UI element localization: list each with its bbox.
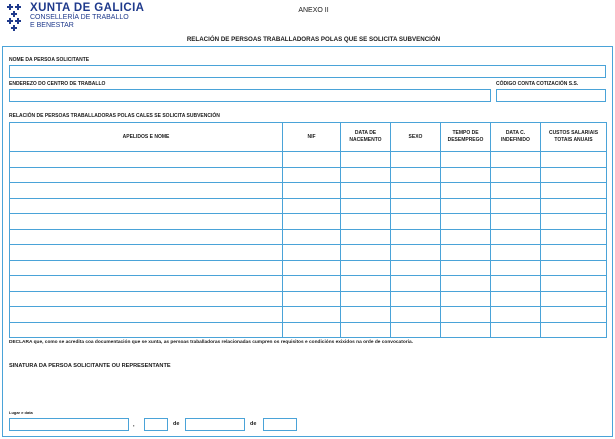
year-field[interactable] xyxy=(263,418,297,431)
cell-sex[interactable] xyxy=(391,183,441,199)
cell-surnames-name[interactable] xyxy=(10,307,283,323)
cell-sex[interactable] xyxy=(391,307,441,323)
de-separator-2: de xyxy=(250,421,257,427)
cell-birth-date[interactable] xyxy=(341,322,391,338)
cell-birth-date[interactable] xyxy=(341,276,391,292)
cell-nif[interactable] xyxy=(283,260,341,276)
de-separator-1: de xyxy=(173,421,180,427)
cell-birth-date[interactable] xyxy=(341,307,391,323)
department-line-1: CONSELLERÍA DE TRABALLO xyxy=(30,14,129,21)
cell-annual-salary-costs[interactable] xyxy=(541,152,607,168)
place-date-label: Lugar e data xyxy=(9,410,33,415)
cell-unemployment-time[interactable] xyxy=(441,276,491,292)
cell-birth-date[interactable] xyxy=(341,260,391,276)
col-birth-date: DATA DE NACEMENTO xyxy=(341,123,391,152)
cell-annual-salary-costs[interactable] xyxy=(541,276,607,292)
applicant-name-field[interactable] xyxy=(9,65,606,78)
cell-nif[interactable] xyxy=(283,229,341,245)
cell-sex[interactable] xyxy=(391,167,441,183)
cell-sex[interactable] xyxy=(391,214,441,230)
table-row xyxy=(10,291,607,307)
day-field[interactable] xyxy=(144,418,168,431)
table-row xyxy=(10,307,607,323)
cell-indefinite-contract-date[interactable] xyxy=(491,245,541,261)
cell-unemployment-time[interactable] xyxy=(441,214,491,230)
cell-surnames-name[interactable] xyxy=(10,183,283,199)
col-unemployment-time: TEMPO DE DESEMPREGO xyxy=(441,123,491,152)
cell-sex[interactable] xyxy=(391,245,441,261)
col-sex: SEXO xyxy=(391,123,441,152)
table-row xyxy=(10,276,607,292)
cell-nif[interactable] xyxy=(283,198,341,214)
cell-surnames-name[interactable] xyxy=(10,276,283,292)
cell-unemployment-time[interactable] xyxy=(441,198,491,214)
cell-indefinite-contract-date[interactable] xyxy=(491,276,541,292)
cell-nif[interactable] xyxy=(283,307,341,323)
cell-annual-salary-costs[interactable] xyxy=(541,260,607,276)
cell-indefinite-contract-date[interactable] xyxy=(491,229,541,245)
cell-indefinite-contract-date[interactable] xyxy=(491,307,541,323)
cell-annual-salary-costs[interactable] xyxy=(541,229,607,245)
cell-unemployment-time[interactable] xyxy=(441,322,491,338)
cell-sex[interactable] xyxy=(391,322,441,338)
workers-table xyxy=(9,122,607,338)
cell-unemployment-time[interactable] xyxy=(441,152,491,168)
table-row xyxy=(10,322,607,338)
col-indefinite-contract-date: DATA C. INDEFINIDO xyxy=(491,123,541,152)
cell-sex[interactable] xyxy=(391,198,441,214)
work-address-field[interactable] xyxy=(9,89,491,102)
comma-separator: , xyxy=(133,422,135,428)
cell-unemployment-time[interactable] xyxy=(441,167,491,183)
place-field[interactable] xyxy=(9,418,129,431)
cell-sex[interactable] xyxy=(391,229,441,245)
cell-indefinite-contract-date[interactable] xyxy=(491,260,541,276)
cell-unemployment-time[interactable] xyxy=(441,307,491,323)
cell-annual-salary-costs[interactable] xyxy=(541,167,607,183)
cell-nif[interactable] xyxy=(283,245,341,261)
cell-unemployment-time[interactable] xyxy=(441,245,491,261)
cell-birth-date[interactable] xyxy=(341,214,391,230)
cell-nif[interactable] xyxy=(283,214,341,230)
cell-nif[interactable] xyxy=(283,276,341,292)
cell-unemployment-time[interactable] xyxy=(441,260,491,276)
cell-unemployment-time[interactable] xyxy=(441,183,491,199)
cell-surnames-name[interactable] xyxy=(10,198,283,214)
cell-surnames-name[interactable] xyxy=(10,322,283,338)
cell-sex[interactable] xyxy=(391,260,441,276)
month-field[interactable] xyxy=(185,418,245,431)
table-row xyxy=(10,260,607,276)
cell-indefinite-contract-date[interactable] xyxy=(491,183,541,199)
cell-birth-date[interactable] xyxy=(341,245,391,261)
cell-annual-salary-costs[interactable] xyxy=(541,198,607,214)
applicant-name-label: NOME DA PERSOA SOLICITANTE xyxy=(9,57,90,63)
cell-nif[interactable] xyxy=(283,322,341,338)
cell-sex[interactable] xyxy=(391,291,441,307)
ss-code-label: CÓDIGO CONTA COTIZACIÓN S.S. xyxy=(496,81,579,87)
col-surnames-name: APELIDOS E NOME xyxy=(10,123,283,152)
cell-annual-salary-costs[interactable] xyxy=(541,291,607,307)
declaration-text: DECLARA que, como se acredita coa documentación que se xunta, as persoas traballadoras relacionadas cumpren os requisitos e condicións exixidos na orde de convocatoria. xyxy=(9,340,413,345)
table-row xyxy=(10,245,607,261)
cell-surnames-name[interactable] xyxy=(10,291,283,307)
col-nif: NIF xyxy=(283,123,341,152)
cell-unemployment-time[interactable] xyxy=(441,229,491,245)
cell-indefinite-contract-date[interactable] xyxy=(491,214,541,230)
cell-surnames-name[interactable] xyxy=(10,214,283,230)
cell-nif[interactable] xyxy=(283,152,341,168)
cell-nif[interactable] xyxy=(283,183,341,199)
table-row xyxy=(10,214,607,230)
cell-indefinite-contract-date[interactable] xyxy=(491,291,541,307)
cell-unemployment-time[interactable] xyxy=(441,291,491,307)
cell-indefinite-contract-date[interactable] xyxy=(491,152,541,168)
cell-birth-date[interactable] xyxy=(341,198,391,214)
cell-annual-salary-costs[interactable] xyxy=(541,322,607,338)
cell-birth-date[interactable] xyxy=(341,167,391,183)
cell-birth-date[interactable] xyxy=(341,291,391,307)
cell-indefinite-contract-date[interactable] xyxy=(491,167,541,183)
table-header-row xyxy=(10,123,607,152)
cell-annual-salary-costs[interactable] xyxy=(541,307,607,323)
work-address-label: ENDEREZO DO CENTRO DE TRABALLO xyxy=(9,81,106,87)
cell-indefinite-contract-date[interactable] xyxy=(491,322,541,338)
cell-sex[interactable] xyxy=(391,276,441,292)
table-row xyxy=(10,198,607,214)
workers-section-label: RELACIÓN DE PERSOAS TRABALLADORAS POLAS CALES SE SOLICITA SUBVENCIÓN xyxy=(9,113,220,119)
org-name: XUNTA DE GALICIA xyxy=(30,2,145,14)
table-row xyxy=(10,229,607,245)
signature-label: SINATURA DA PERSOA SOLICITANTE OU REPRESENTANTE xyxy=(9,363,171,369)
cell-annual-salary-costs[interactable] xyxy=(541,214,607,230)
cell-birth-date[interactable] xyxy=(341,152,391,168)
cell-birth-date[interactable] xyxy=(341,183,391,199)
form-title: RELACIÓN DE PERSOAS TRABALLADORAS POLAS QUE SE SOLICITA SUBVENCIÓN xyxy=(186,36,441,43)
cell-surnames-name[interactable] xyxy=(10,152,283,168)
cell-surnames-name[interactable] xyxy=(10,167,283,183)
col-annual-salary-costs: CUSTOS SALARIAIS TOTAIS ANUAIS xyxy=(541,123,607,152)
annex-label: ANEXO II xyxy=(298,7,329,14)
cell-surnames-name[interactable] xyxy=(10,229,283,245)
cell-annual-salary-costs[interactable] xyxy=(541,245,607,261)
cell-annual-salary-costs[interactable] xyxy=(541,183,607,199)
cell-sex[interactable] xyxy=(391,152,441,168)
table-row xyxy=(10,152,607,168)
cell-nif[interactable] xyxy=(283,167,341,183)
ss-code-field[interactable] xyxy=(496,89,606,102)
cell-indefinite-contract-date[interactable] xyxy=(491,198,541,214)
cell-nif[interactable] xyxy=(283,291,341,307)
table-row xyxy=(10,167,607,183)
cell-surnames-name[interactable] xyxy=(10,260,283,276)
table-row xyxy=(10,183,607,199)
department-line-2: E BENESTAR xyxy=(30,22,74,29)
cell-surnames-name[interactable] xyxy=(10,245,283,261)
cell-birth-date[interactable] xyxy=(341,229,391,245)
